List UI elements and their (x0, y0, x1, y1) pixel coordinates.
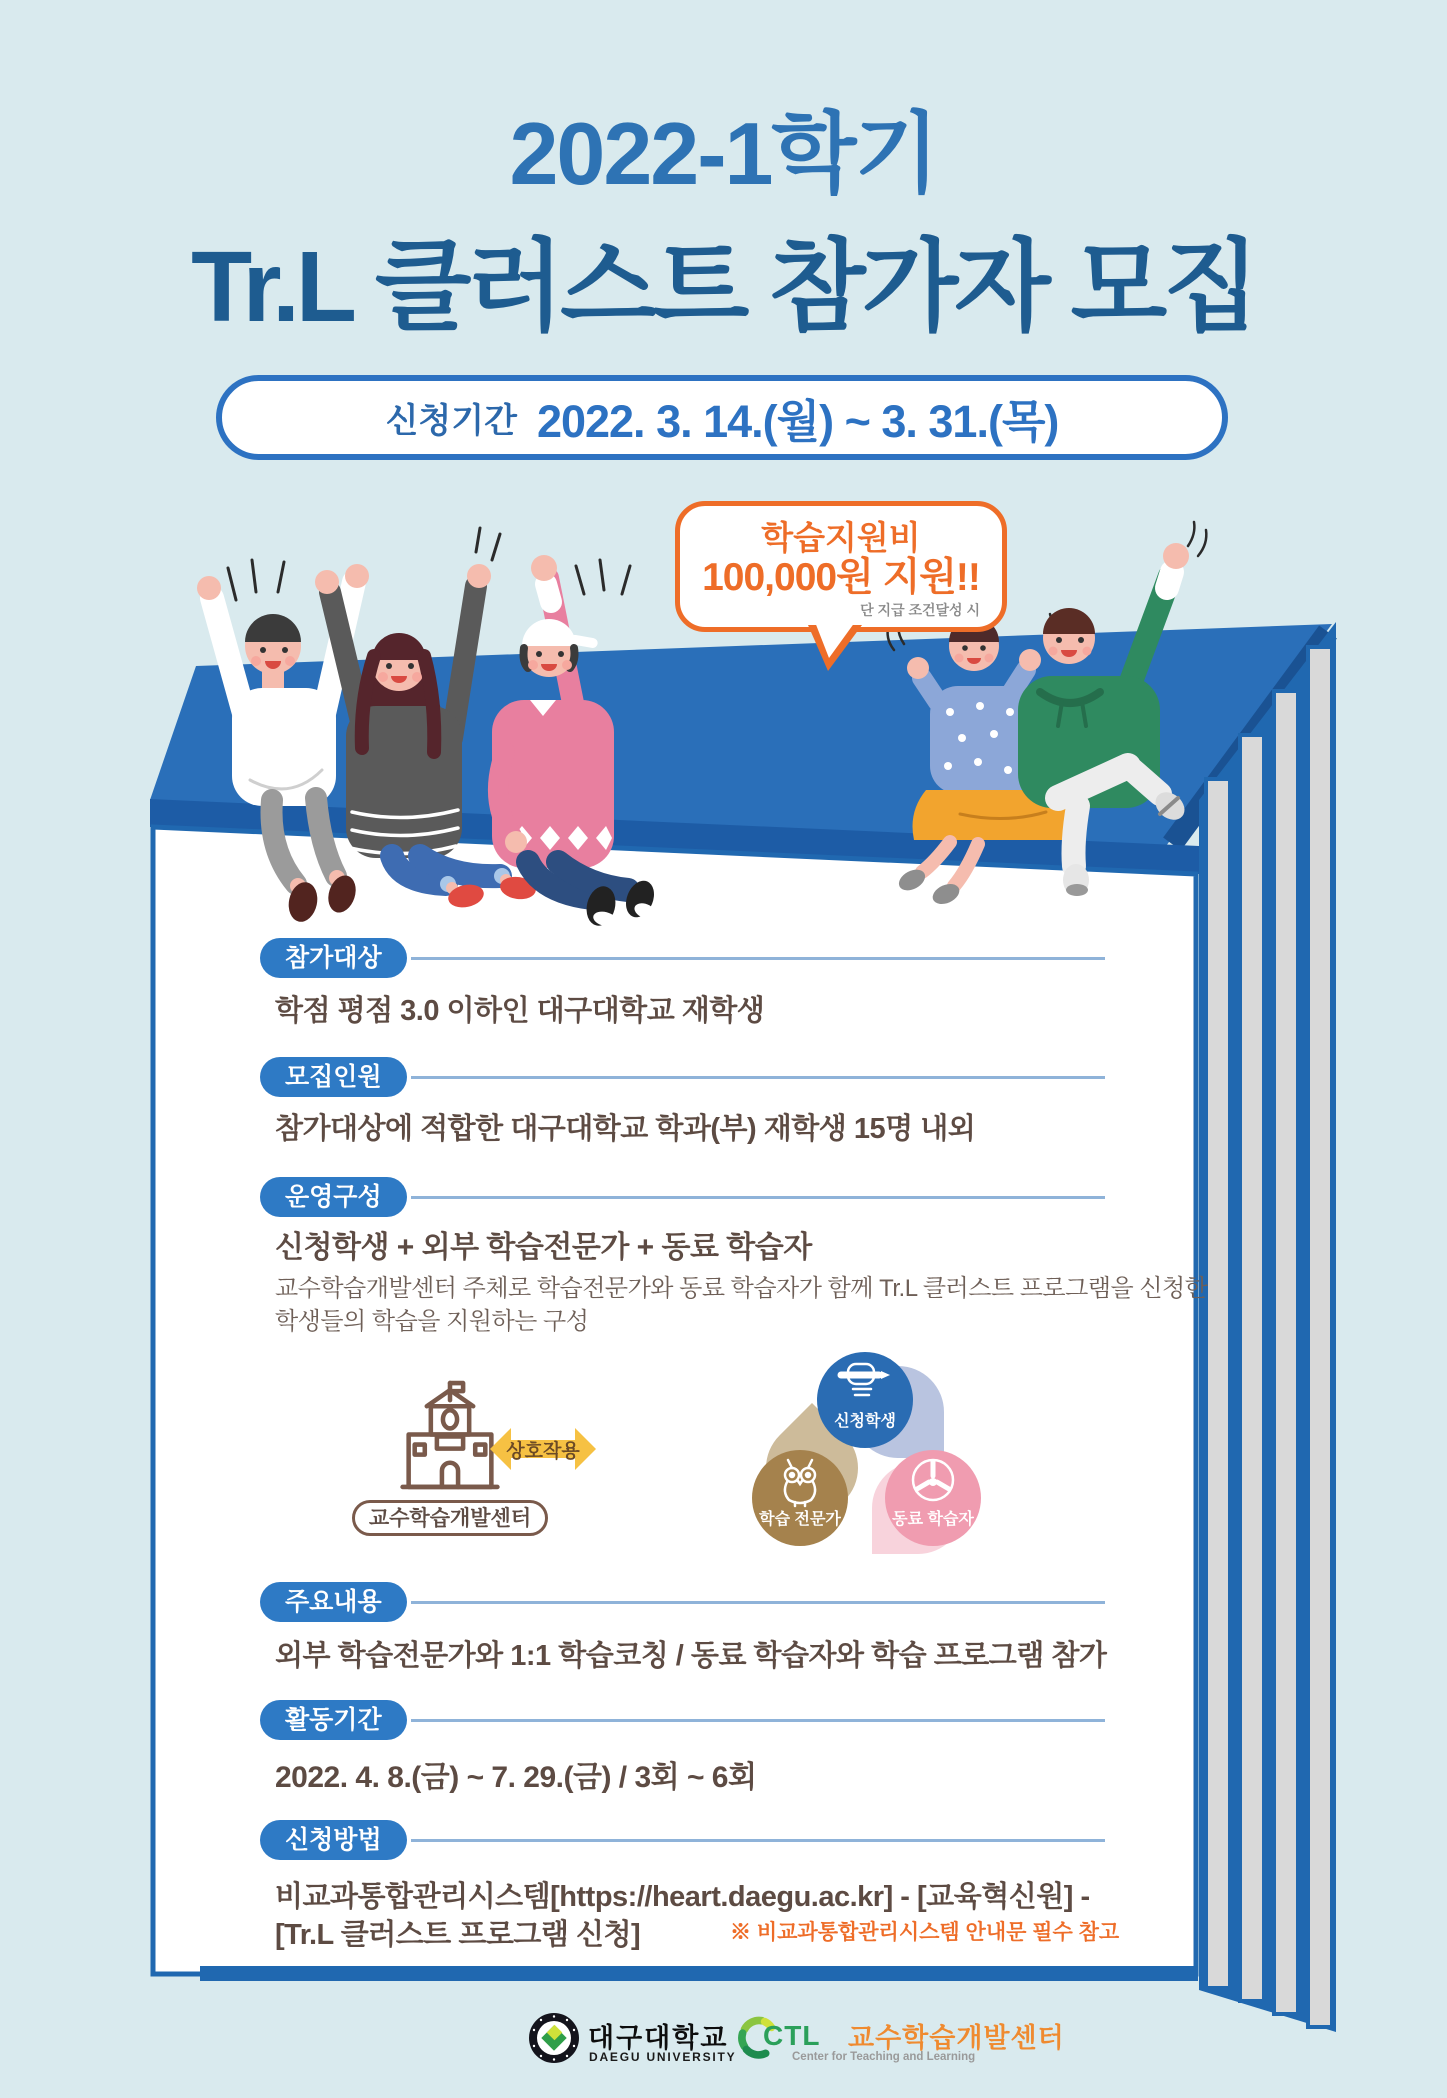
section-rule (411, 1196, 1105, 1199)
section-title-pill: 참가대상 (260, 938, 407, 978)
bubble-note: 단 지급 조건달성 시 (860, 602, 980, 618)
section-contents (260, 1582, 1105, 1622)
section-rule (411, 1076, 1105, 1079)
bubble-line1: 학습지원비 (761, 519, 921, 556)
motion-lines (228, 560, 284, 600)
section-how-to-apply (260, 1820, 1105, 1860)
joined-hands-icon (903, 1450, 963, 1510)
node-label: 신청학생 (834, 1413, 896, 1430)
section-title-pill: 모집인원 (260, 1057, 407, 1097)
section-title-pill: 신청방법 (260, 1820, 407, 1860)
support-fee-bubble (675, 501, 1007, 632)
ctl-name-kr: 교수학습개발센터 (848, 2023, 1065, 2053)
application-period-pill (216, 375, 1228, 460)
section-rule (411, 1601, 1105, 1604)
section-capacity (260, 1057, 1105, 1097)
period-value: 2022. 3. 14.(월) ~ 3. 31.(목) (536, 396, 1059, 447)
section-target-body: 학점 평점 3.0 이하인 대구대학교 재학생 (275, 995, 765, 1027)
section-period-body: 2022. 4. 8.(금) ~ 7. 29.(금) / 3회 ~ 6회 (275, 1761, 757, 1794)
section-contents-body: 외부 학습전문가와 1:1 학습코칭 / 동료 학습자와 학습 프로그램 참가 (275, 1640, 1107, 1672)
ctl-name-en: Center for Teaching and Learning (792, 2051, 976, 2063)
section-title-pill: 운영구성 (260, 1177, 407, 1217)
daegu-university-emblem (528, 2012, 580, 2064)
apply-line2: [Tr.L 클러스트 프로그램 신청] (275, 1919, 641, 1951)
section-structure-body: 신청학생 + 외부 학습전문가 + 동료 학습자 (275, 1231, 812, 1264)
motion-lines (476, 528, 500, 560)
book-page (1308, 647, 1332, 2027)
period-label: 신청기간 (385, 402, 517, 440)
section-target (260, 938, 1105, 978)
node-peer-learner (885, 1450, 981, 1546)
node-applicant-student (817, 1352, 913, 1448)
university-name-kr: 대구대학교 (588, 2023, 729, 2053)
book-page (1206, 779, 1230, 1988)
ctl-abbreviation: CTL (763, 2020, 821, 2051)
section-structure (260, 1177, 1105, 1217)
section-capacity-body: 참가대상에 적합한 대구대학교 학과(부) 재학생 15명 내외 (275, 1113, 976, 1145)
section-rule (411, 1839, 1105, 1842)
motion-lines (576, 560, 630, 594)
owl-icon (770, 1450, 830, 1510)
section-period (260, 1700, 1105, 1740)
pencil-fist-icon (835, 1352, 895, 1412)
diagram-center-label: 교수학습개발센터 (352, 1500, 548, 1536)
book-page (1274, 691, 1298, 2014)
node-label: 동료 학습자 (892, 1511, 974, 1528)
card-bottom-band (200, 1966, 1198, 1981)
bubble-line2: 100,000원 지원!! (702, 556, 980, 599)
node-label: 학습 전문가 (759, 1511, 841, 1528)
book-page (1240, 735, 1264, 2001)
motion-lines (1188, 522, 1206, 556)
apply-line1: 비교과통합관리시스템[https://heart.daegu.ac.kr] - [교육혁신원] - (275, 1881, 1090, 1913)
interaction-arrow-label: 상호작용 (506, 1441, 580, 1462)
section-structure-desc2: 학생들의 학습을 지원하는 구성 (275, 1308, 589, 1335)
university-name-en: DAEGU UNIVERSITY (589, 2050, 737, 2064)
node-learning-expert (752, 1450, 848, 1546)
section-title-pill: 주요내용 (260, 1582, 407, 1622)
page-title: Tr.L 클러스트 참가자 모집 (191, 231, 1256, 343)
semester-title: 2022-1학기 (509, 104, 938, 203)
section-rule (411, 1719, 1105, 1722)
apply-note: ※ 비교과통합관리시스템 안내문 필수 참고 (730, 1921, 1120, 1944)
section-rule (411, 957, 1105, 960)
section-structure-desc1: 교수학습개발센터 주체로 학습전문가와 동료 학습자가 함께 Tr.L 클러스트 프로그램을 신청한 (275, 1275, 1208, 1302)
section-title-pill: 활동기간 (260, 1700, 407, 1740)
interaction-arrow (490, 1420, 596, 1478)
